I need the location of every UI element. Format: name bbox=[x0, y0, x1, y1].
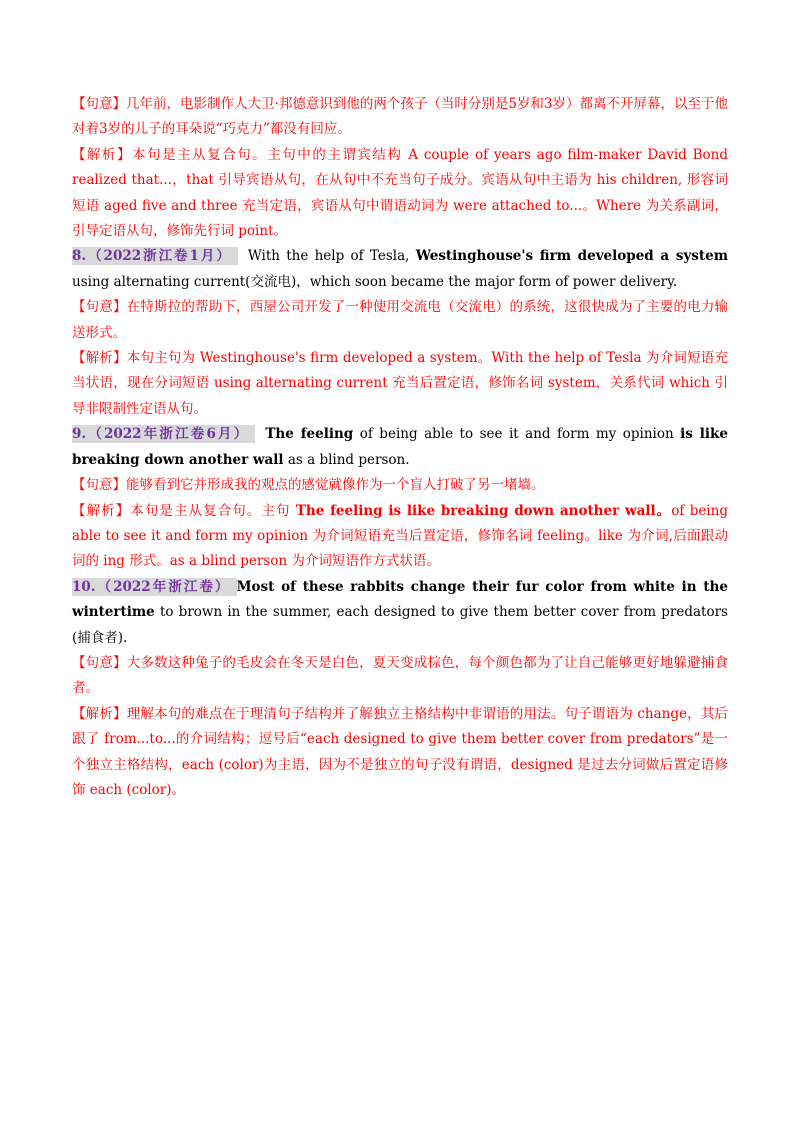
analysis-label: 【解析】 bbox=[72, 502, 131, 519]
meaning-label: 【句意】 bbox=[72, 654, 127, 671]
analysis-text: 本句是主从复合句。主句 bbox=[130, 502, 296, 519]
q10-sentence bbox=[72, 575, 728, 651]
q8-sentence bbox=[72, 244, 728, 295]
analysis-bold: The feeling is like breaking down another wall。 bbox=[295, 502, 672, 519]
q7-analysis bbox=[72, 143, 728, 245]
sentence-bold: Most of these rabbits change their fur color from white in the wintertime bbox=[72, 578, 728, 621]
analysis-label: 【解析】 bbox=[72, 350, 127, 367]
question-number: 8.（2022浙江卷1月） bbox=[72, 247, 238, 265]
meaning-label: 【句意】 bbox=[72, 96, 127, 112]
q7-meaning bbox=[72, 92, 728, 143]
document-content bbox=[72, 92, 728, 803]
meaning-text: 大多数这种兔子的毛皮会在冬天是白色，夏天变成棕色，每个颜色都为了让自己能够更好地躲避捕食者。 bbox=[72, 654, 729, 697]
meaning-text: 几年前，电影制作人大卫·邦德意识到他的两个孩子（当时分别是5岁和3岁）都离不开屏幕，以至于他对着3岁的儿子的耳朵说“巧克力”都没有回应。 bbox=[72, 96, 729, 138]
sentence-part: With the help of Tesla, bbox=[247, 248, 416, 265]
sentence-part: of being able to see it and form my opinion bbox=[353, 426, 681, 443]
meaning-label: 【句意】 bbox=[72, 299, 127, 316]
analysis-label: 【解析】 bbox=[72, 705, 127, 722]
sentence-bold: is like breaking down another wall bbox=[72, 426, 728, 468]
meaning-text: 在特斯拉的帮助下，西屋公司开发了一种使用交流电（交流电）的系统，这很快成为了主要的电力输送形式。 bbox=[72, 299, 729, 341]
meaning-text: 能够看到它并形成我的观点的感觉就像作为一个盲人打破了另一堵墙。 bbox=[126, 477, 545, 494]
sentence-bold: The feeling bbox=[265, 426, 354, 443]
q9-sentence bbox=[72, 422, 728, 473]
sentence-part: using alternating current(交流电)，which soon became the major form of power delivery. bbox=[72, 273, 678, 290]
analysis-text: 本句主句为 Westinghouse's firm developed a system。With the help of Tesla 为介词短语充当状语，现在分词短语 using alternating current 充当后置定语，修饰名词 system，关系代词 which 引导非限制性定语从句。 bbox=[72, 350, 728, 417]
q9-meaning bbox=[72, 473, 728, 498]
analysis-text: of being able to see it and form my opinion 为介词短语充当后置定语，修饰名词 feeling。like 为介词,后面跟动词的 ing 形式。as a blind person 为介词短语作方式状语。 bbox=[72, 502, 729, 570]
q10-meaning bbox=[72, 651, 728, 702]
sentence-part: as a blind person. bbox=[283, 451, 410, 468]
analysis-text: 本句是主从复合句。主句中的主谓宾结构 A couple of years ago film-maker David Bond realized that...，that 引导宾语从句，在从句中不充当句子成分。宾语从句中主语为 his children, 形容词短语 aged five and three 充当定语，宾语从句中谓语动词为 were attached to...。Where 为关系副词，引导定语从句，修饰先行词 point。 bbox=[72, 146, 729, 240]
analysis-text: 理解本句的难点在于理清句子结构并了解独立主格结构中非谓语的用法。句子谓语为 change，其后跟了 from...to...的介词结构；逗号后“each designed to give them better cover from predators”是一个独立主格结构，each (color)为主语，因为不是独立的句子没有谓语，designed 是过去分词做后置定语修饰 each (color)。 bbox=[72, 705, 728, 798]
sentence-bold: Westinghouse's firm developed a system bbox=[415, 248, 728, 265]
sentence-part: to brown in the summer, each designed to give them better cover from predators (捕食者). bbox=[72, 604, 728, 646]
question-number: 10.（2022年浙江卷） bbox=[72, 578, 237, 596]
question-number: 9.（2022年浙江卷6月） bbox=[72, 425, 255, 443]
q10-analysis bbox=[72, 702, 728, 804]
q8-analysis bbox=[72, 346, 728, 422]
q9-analysis bbox=[72, 499, 728, 575]
meaning-label: 【句意】 bbox=[72, 477, 126, 494]
analysis-label: 【解析】 bbox=[72, 146, 133, 163]
q8-meaning bbox=[72, 295, 728, 346]
